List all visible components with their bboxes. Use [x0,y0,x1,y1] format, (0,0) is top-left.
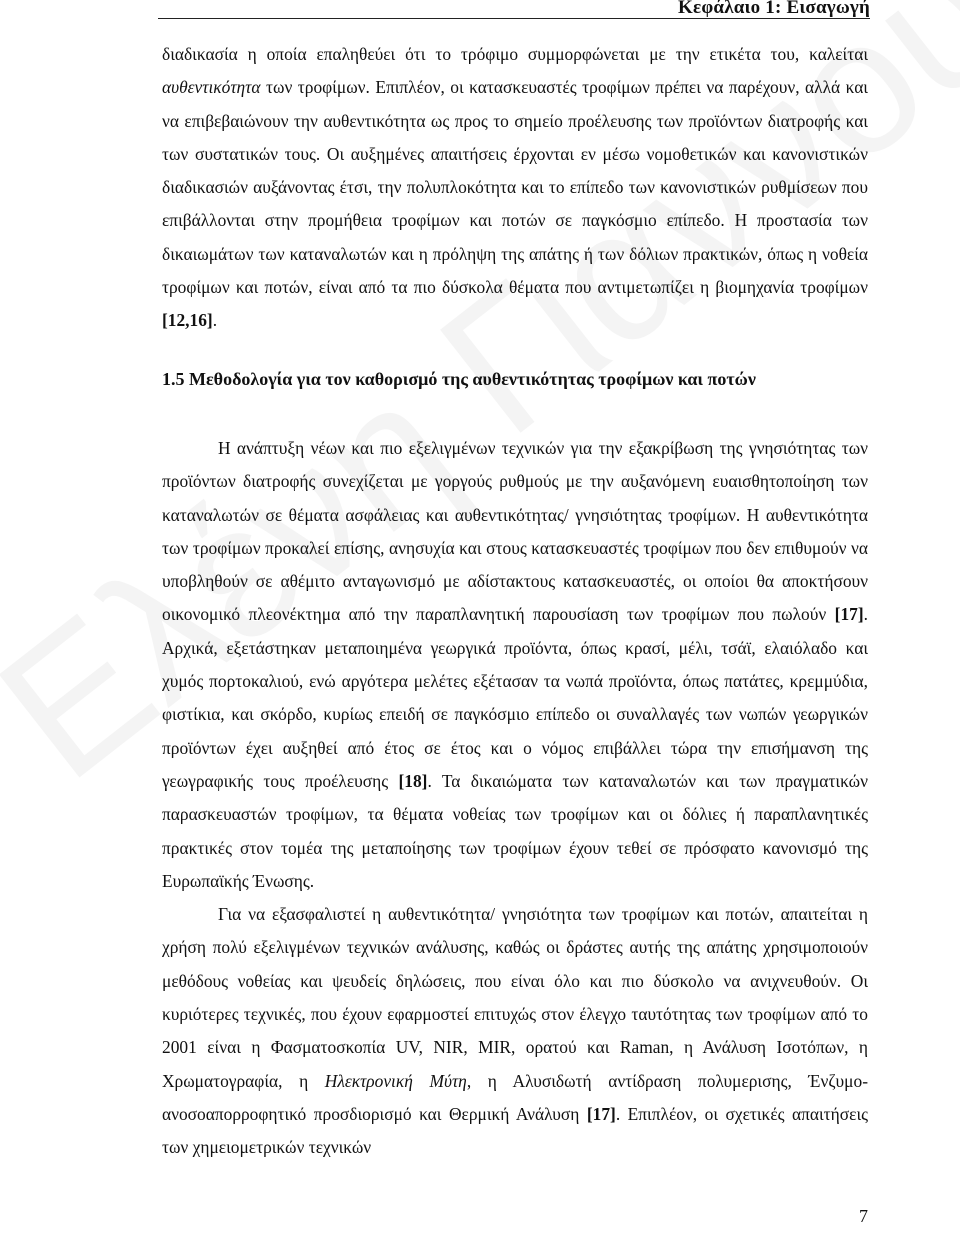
paragraph-3: Για να εξασφαλιστεί η αυθεντικότητα/ γνησιότητα των τροφίμων και ποτών, απαιτείται η χρήση πολύ εξελιγμένων τεχνικών ανάλυσης, καθώς οι δράστες αυτής της απάτης χρησιμοποιούν μεθόδους νοθείας και ψευδείς δηλώσεις, που είναι όλο και πιο δύσκολο να ανιχνευθούν. Οι κυριότερες τεχνικές, που έχουν εφαρμοστεί επιτυχώς στον έλεγχο ταυτότητας των τροφίμων από το 2001 είναι η Φασματοσκοπία UV, NIR, MIR, ορατού και Raman, η Ανάλυση Ισοτόπων, η Χρωματογραφία, η Ηλεκτρονική Μύτη, η Αλυσιδωτή αντίδραση πολυμερισης, Ένζυμο- ανοσοαπορροφητικό προσδιορισμό και Θερμική Ανάλυση [17]. Επιπλέον, οι σχετικές απαιτήσεις των χημειομετρικών τεχνικών [162,904,869,1158]
paragraph-1: διαδικασία η οποία επαληθεύει ότι το τρόφιμο συμμορφώνεται με την ετικέτα του, καλείται αυθεντικότητα των τροφίμων. Επιπλέον, οι κατασκευαστές τροφίμων πρέπει να παρέχουν, αλλά και να επιβεβαιώνουν την αυθεντικότητα ως προς το σημείο προέλευσης των προϊόντων διατροφής και των συστατικών τους. Οι αυξημένες απαιτήσεις έρχονται εν μέσω νομοθετικών και κανονιστικών διαδικασιών αυξάνοντας έτσι, την πολυπλοκότητα και το επίπεδο των κανονιστικών ρυθμίσεων που επιβάλλονται στην προμήθεια τροφίμων και ποτών σε παγκόσμιο επίπεδο. Η προστασία των δικαιωμάτων των καταναλωτών και η πρόληψη της απάτης ή των δόλιων πρακτικών, όπως η νοθεία τροφίμων και ποτών, είναι από τα πιο δύσκολα θέματα που αντιμετωπίζει η βιομηχανία τροφίμων [12,16]. [162,44,868,331]
citation: [18] [398,770,428,791]
chapter-header: Κεφάλαιο 1: Εισαγωγή [678,0,870,18]
section-heading: 1.5 Μεθοδολογία για τον καθορισμό της αυθεντικότητας τροφίμων και ποτών [162,368,756,389]
page-number: 7 [859,1206,868,1226]
term-italic: Ηλεκτρονική Μύτη [324,1070,467,1091]
paragraph-2: Η ανάπτυξη νέων και πιο εξελιγμένων τεχνικών για την εξακρίβωση της γνησιότητας των προϊόντων διατροφής συνεχίζεται με γοργούς ρυθμούς με την αυξανόμενη ευαισθητοποίηση των καταναλωτών σε θέματα ασφάλειας και αυθεντικότητας/ γνησιότητας τροφίμων. Η αυθεντικότητα των τροφίμων προκαλεί επίσης, ανησυχία και στους κατασκευαστές τροφίμων που δεν επιθυμούν να υποβληθούν σε αθέμιτο ανταγωνισμό με αδίστακτους κατασκευαστές, οι οποίοι θα αποκτήσουν οικονομικό πλεονέκτημα από την παραπλανητική παρουσίαση των τροφίμων που πωλούν [17]. Αρχικά, εξετάστηκαν μεταποιημένα γεωργικά προϊόντα, όπως κρασί, μέλι, τσάϊ, ελαιόλαδο και χυμός πορτοκαλιού, ενώ αργότερα μελέτες εξέτασαν τα νωπά προϊόντα, όπως πατάτες, κρεμμύδια, φιστίκια, και σκόρδο, κυρίως επειδή σε παγκόσμιο επίπεδο οι συναλλαγές των νωπών γεωργικών προϊόντων έχει αυξηθεί από έτος σε έτος και ο νόμος επιβάλλει τώρα την επισήμανση της γεωγραφικής τους προέλευσης [18]. Τα δικαιώματα των καταναλωτών και των πραγματικών παρασκευαστών τροφίμων, τα θέματα νοθείας των τροφίμων και οι δόλιες ή παραπλανητικές πρακτικές στον τομέα της μεταποίησης των τροφίμων έχουν τεθεί σε πρόσφατο κανονισμό της Ευρωπαϊκής Ένωσης. [162,437,868,891]
citation: [17] [586,1103,616,1124]
term-italic: αυθεντικότητα [162,77,261,98]
citation: [17] [834,604,864,625]
page-body [162,38,868,1165]
citation: [12,16] [162,310,213,331]
